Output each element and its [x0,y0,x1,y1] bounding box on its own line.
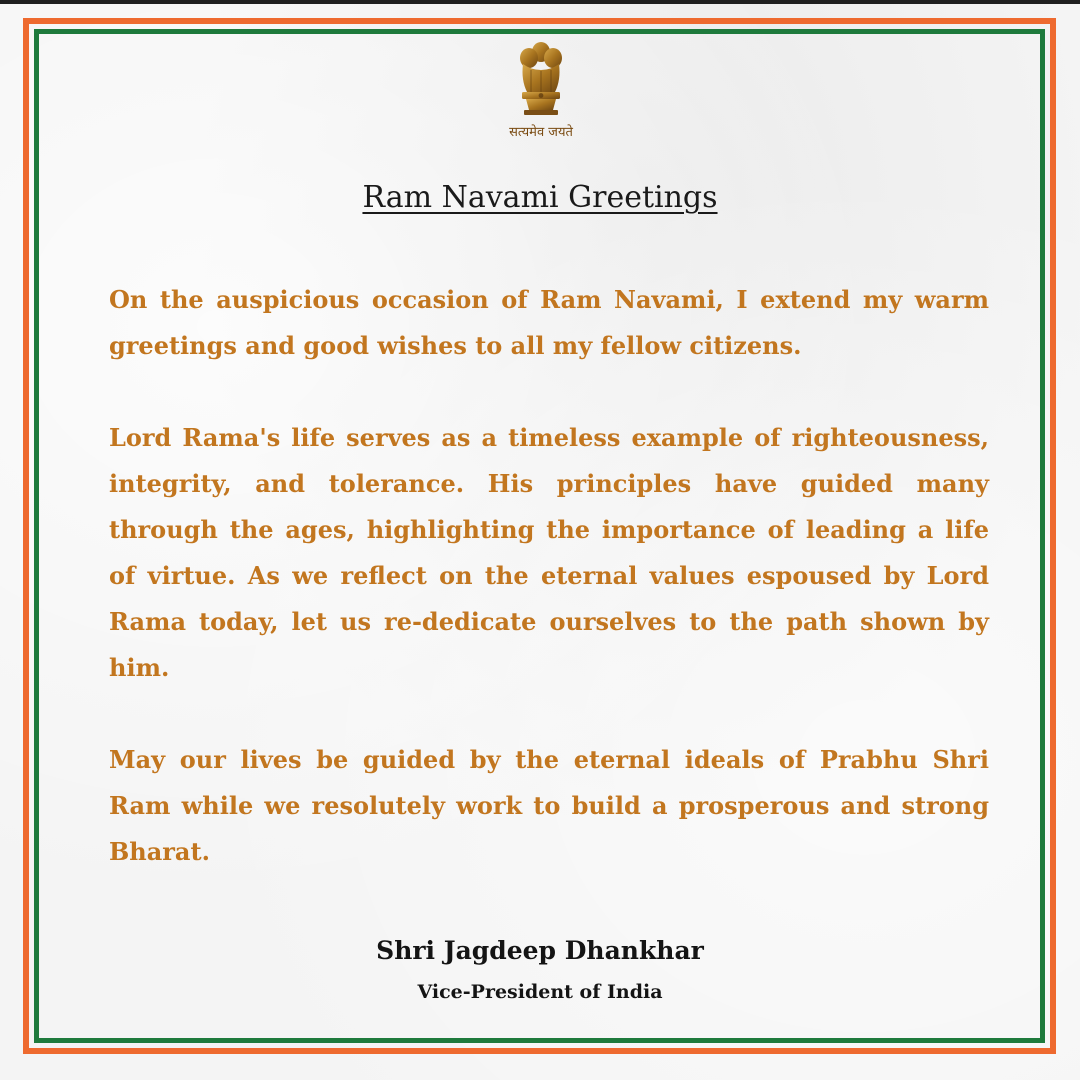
page-title: Ram Navami Greetings [362,180,718,215]
signatory-designation: Vice-President of India [417,981,663,1003]
emblem-motto: सत्यमेव जयते [509,125,573,140]
ashoka-emblem-icon [513,40,569,120]
greeting-paragraph-2: Lord Rama's life serves as a timeless example of righteousness, integrity, and tolerance. His principles have guided many through the ages, highlighting the importance of leading a life of virtue. As we reflect on the eternal values espoused by Lord Rama today, let us re-dedicate ourselves to the path shown by him. [109,423,989,682]
greeting-paragraph-3: May our lives be guided by the eternal ideals of Prabhu Shri Ram while we resolutely work to build a prosperous and strong Bharat. [109,745,989,866]
national-emblem [496,40,586,145]
signatory-name: Shri Jagdeep Dhankhar [376,936,704,965]
greeting-paragraph-1: On the auspicious occasion of Ram Navami, I extend my warm greetings and good wishes to all my fellow citizens. [109,285,989,360]
